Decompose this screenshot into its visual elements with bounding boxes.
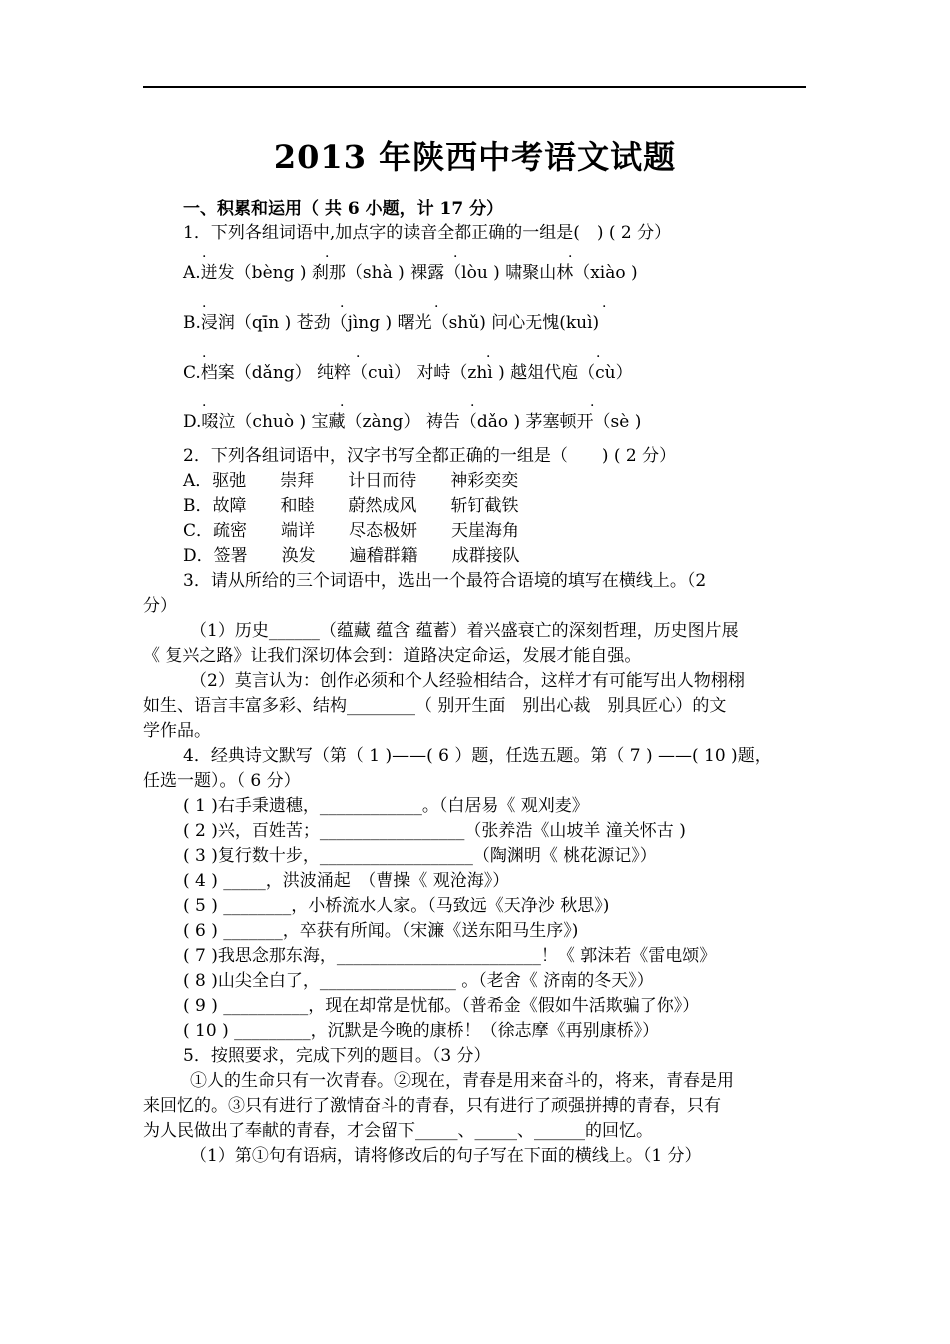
q1-option-a: A.迸发（bèng ) 刹那（shà ) 裸露（lòu ) 啸聚山林（xiào ) xyxy=(183,263,638,283)
emphasis-dot: · xyxy=(434,299,439,315)
q5-passage-line-3: 为人民做出了奉献的青春，才会留下_____、_____、______的回忆。 xyxy=(143,1121,653,1141)
emphasis-dot: · xyxy=(568,249,573,265)
emphasis-dot: · xyxy=(325,249,330,265)
emphasis-dot: · xyxy=(356,349,361,365)
q3-part-2: （2）莫言认为：创作必须和个人经验相结合，这样才有可能写出人物栩栩 xyxy=(190,671,745,691)
q4-item-8: ( 8 )山尖全白了，________________ 。（老舍《 济南的冬天》） xyxy=(183,971,654,991)
q3-part-1: （1）历史______（蕴藏 蕴含 蕴蓄）着兴盛衰亡的深刻哲理，历史图片展 xyxy=(190,621,739,641)
q1-option-c: C.档案（dǎng） 纯粹（cuì） 对峙（zhì ) 越俎代庖（cù） xyxy=(183,363,633,383)
q4-item-2: ( 2 )兴，百姓苦；_________________（张养浩《山坡羊 潼关怀古 ) xyxy=(183,821,686,841)
question-2: 2．下列各组词语中，汉字书写全都正确的一组是（ ) ( 2 分） xyxy=(183,446,677,466)
question-3: 3．请从所给的三个词语中，选出一个最符合语境的填写在横线上。（2 xyxy=(183,571,707,591)
emphasis-dot: · xyxy=(340,398,345,414)
emphasis-dot: · xyxy=(202,249,207,265)
page-title: 2013 年陕西中考语文试题 xyxy=(273,138,677,176)
q4-item-6: ( 6 ) _______，卒获有所闻。（宋濂《送东阳马生序》) xyxy=(183,921,579,941)
q4-item-4: ( 4 ) _____，洪波涌起 （曹操《 观沧海》） xyxy=(183,871,510,891)
q4-item-1: ( 1 )右手秉遗穗，____________。（白居易《 观刈麦》 xyxy=(183,796,589,816)
q1-option-d: D.啜泣（chuò ) 宝藏（zàng） 祷告（dǎo ) 茅塞顿开（sè ) xyxy=(183,412,642,432)
q3-part-2-end: 学作品。 xyxy=(143,721,211,741)
emphasis-dot: · xyxy=(202,299,207,315)
question-5: 5．按照要求，完成下列的题目。（3 分） xyxy=(183,1046,491,1066)
emphasis-dot: · xyxy=(596,349,601,365)
emphasis-dot: · xyxy=(590,398,595,414)
question-4-cont: 任选一题）。（ 6 分） xyxy=(143,771,301,791)
top-rule xyxy=(143,86,806,88)
q4-item-9: ( 9 ) __________，现在却常是忧郁。（普希金《假如牛活欺骗了你》） xyxy=(183,996,700,1016)
emphasis-dot: · xyxy=(340,299,345,315)
q3-part-2-cont: 如生、语言丰富多彩、结构________（ 别开生面 别出心裁 别具匠心）的文 xyxy=(143,696,727,716)
q3-part-1-cont: 《 复兴之路》让我们深切体会到：道路决定命运，发展才能自强。 xyxy=(143,646,642,666)
q4-item-5: ( 5 ) ________，小桥流水人家。（马致远《天净沙 秋思》) xyxy=(183,896,610,916)
question-3-cont: 分） xyxy=(143,596,177,616)
q2-option-c: C．疏密 端详 尽态极妍 天崖海角 xyxy=(183,521,520,541)
emphasis-dot: · xyxy=(602,299,607,315)
emphasis-dot: · xyxy=(486,349,491,365)
q2-option-d: D．签署 涣发 遍稽群籍 成群接队 xyxy=(183,546,520,566)
question-1: 1．下列各组词语中,加点字的读音全都正确的一组是( ) ( 2 分） xyxy=(183,223,672,243)
emphasis-dot: · xyxy=(470,398,475,414)
q4-item-10: ( 10 ) _________，沉默是今晚的康桥！（徐志摩《再别康桥》） xyxy=(183,1021,660,1041)
emphasis-dot: · xyxy=(202,398,207,414)
emphasis-dot: · xyxy=(453,249,458,265)
q2-option-a: A．驱弛 崇拜 计日而待 神彩奕奕 xyxy=(183,471,519,491)
emphasis-dot: · xyxy=(202,349,207,365)
q4-item-7: ( 7 )我思念那东海，________________________！《 郭沫若《雷电颂》 xyxy=(183,946,717,966)
question-4: 4．经典诗文默写（第（ 1 )——( 6 ）题，任选五题。第（ 7 ) ——( 10 )题， xyxy=(183,746,772,766)
section-heading: 一、积累和运用（ 共 6 小题，计 17 分） xyxy=(183,199,504,219)
q5-passage-line-2: 来回忆的。③只有进行了激情奋斗的青春，只有进行了顽强拼搏的青春，只有 xyxy=(143,1096,721,1116)
q5-passage-line-1: ①人的生命只有一次青春。②现在，青春是用来奋斗的，将来，青春是用 xyxy=(190,1071,734,1091)
q2-option-b: B．故障 和睦 蔚然成风 斩钉截铁 xyxy=(183,496,519,516)
q1-option-b: B.浸润（qīn ) 苍劲（jìng ) 曙光（shǔ) 问心无愧(kuì) xyxy=(183,313,600,333)
q5-part-1: （1）第①句有语病，请将修改后的句子写在下面的横线上。（1 分） xyxy=(190,1146,702,1166)
q4-item-3: ( 3 )复行数十步，__________________（陶渊明《 桃花源记》） xyxy=(183,846,657,866)
